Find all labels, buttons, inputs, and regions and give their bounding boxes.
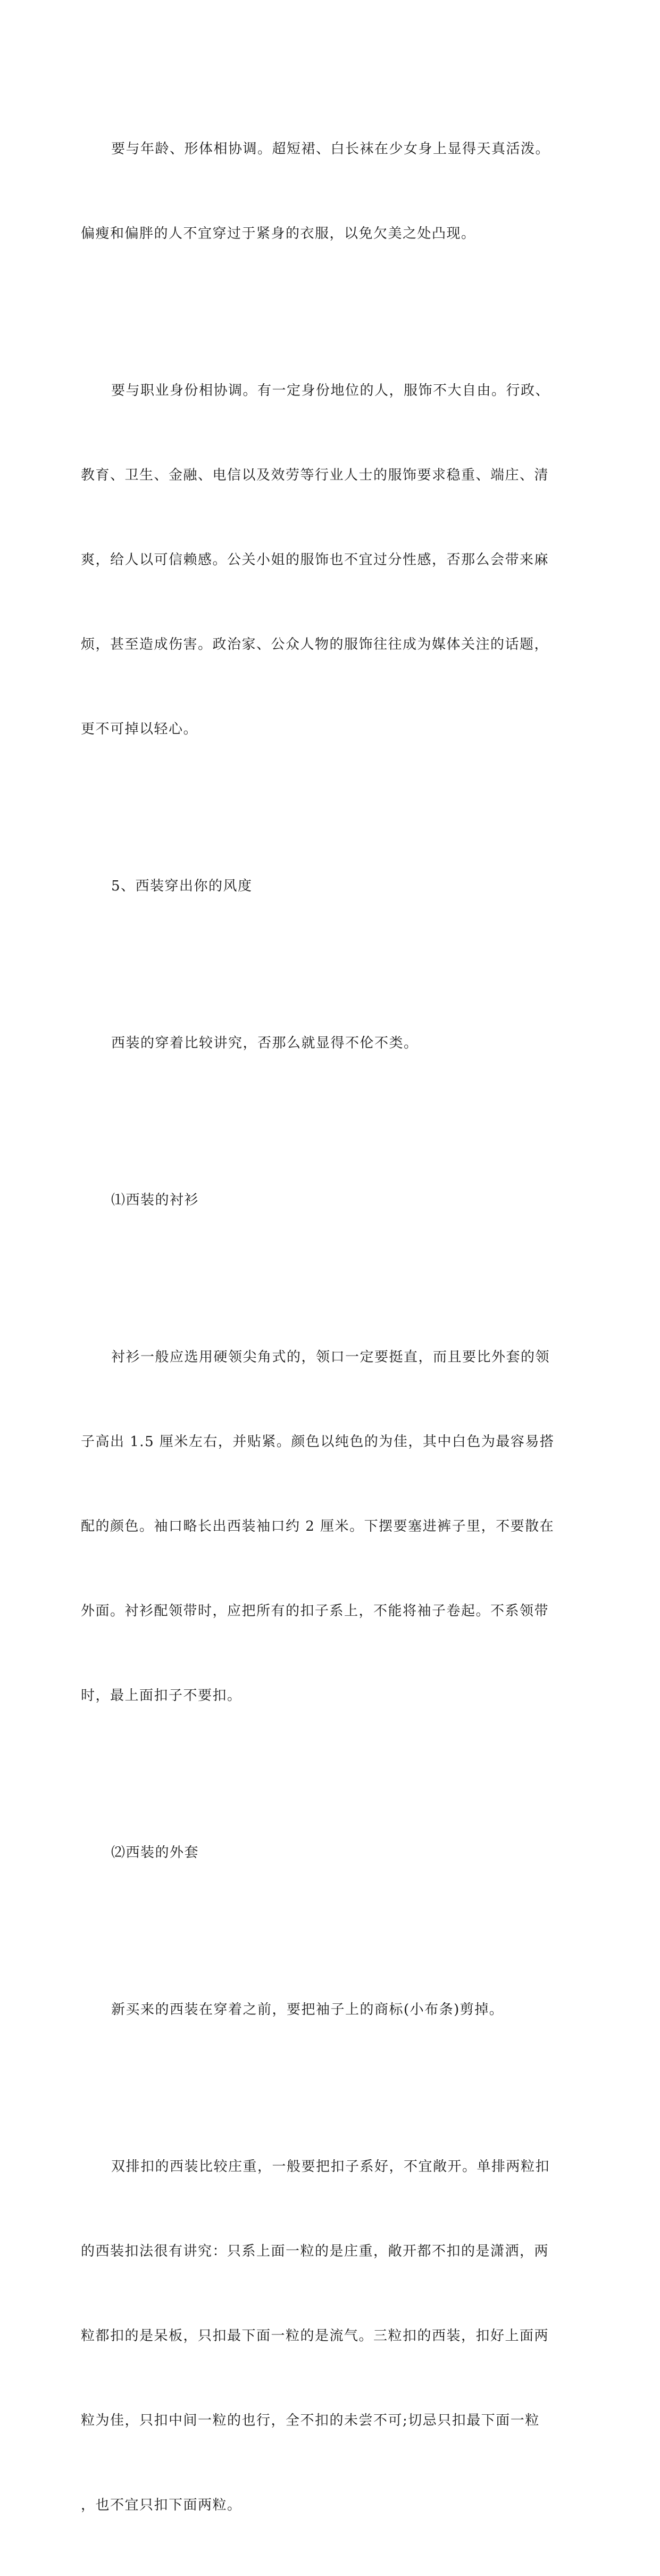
text-line: 时，最上面扣子不要扣。 (81, 1688, 242, 1704)
paragraph-new-suit (81, 1939, 583, 2080)
heading-text: ⑵西装的外套 (111, 1845, 199, 1861)
document-page (81, 79, 583, 2576)
text-line: 新买来的西装在穿着之前，要把袖子上的商标(小布条)剪掉。 (111, 2002, 504, 2018)
text-line: 烦，甚至造成伤害。政治家、公众人物的服饰往往成为媒体关注的话题， (81, 637, 549, 653)
text-line: 的西装扣法很有讲究：只系上面一粒的是庄重，敞开都不扣的是潇洒，两 (81, 2243, 549, 2259)
text-line: 粒都扣的是呆板，只扣最下面一粒的是流气。三粒扣的西装，扣好上面两 (81, 2328, 549, 2344)
heading-text: 5、西装穿出你的风度 (111, 878, 253, 894)
text-line: 配的颜色。袖口略长出西装袖口约 2 厘米。下摆要塞进裤子里，不要散在 (81, 1518, 555, 1534)
paragraph-age-body (81, 79, 583, 304)
text-line: 偏瘦和偏胖的人不宜穿过于紧身的衣服，以免欠美之处凸现。 (81, 226, 476, 242)
text-line: 要与年龄、形体相协调。超短裙、白长袜在少女身上显得天真活泼。 (111, 141, 550, 157)
subheading-jacket (81, 1782, 583, 1923)
paragraph-buttons (81, 2096, 583, 2576)
text-line: 衬衫一般应选用硬领尖角式的，领口一定要挺直，而且要比外套的领 (111, 1349, 550, 1365)
subheading-shirt (81, 1130, 583, 1271)
heading-text: ⑴西装的衬衫 (111, 1192, 199, 1208)
paragraph-suit-intro (81, 973, 583, 1114)
text-line: 更不可掉以轻心。 (81, 721, 198, 737)
text-line: 粒为佳，只扣中间一粒的也行，全不扣的未尝不可;切忌只扣最下面一粒 (81, 2413, 540, 2429)
paragraph-shirt (81, 1287, 583, 1766)
text-line: ，也不宜只扣下面两粒。 (81, 2497, 242, 2513)
text-line: 爽，给人以可信赖感。公关小姐的服饰也不宜过分性感，否那么会带来麻 (81, 552, 549, 568)
paragraph-profession (81, 320, 583, 800)
text-line: 子高出 1.5 厘米左右，并贴紧。颜色以纯色的为佳，其中白色为最容易搭 (81, 1434, 555, 1450)
text-line: 要与职业身份相协调。有一定身份地位的人，服饰不大自由。行政、 (111, 383, 550, 399)
text-line: 西装的穿着比较讲究，否那么就显得不伦不类。 (111, 1035, 419, 1051)
text-line: 双排扣的西装比较庄重，一般要把扣子系好，不宜敞开。单排两粒扣 (111, 2159, 550, 2175)
section-heading-suit (81, 816, 583, 957)
text-line: 教育、卫生、金融、电信以及效劳等行业人士的服饰要求稳重、端庄、清 (81, 467, 549, 483)
text-line: 外面。衬衫配领带时，应把所有的扣子系上，不能将袖子卷起。不系领带 (81, 1603, 549, 1619)
